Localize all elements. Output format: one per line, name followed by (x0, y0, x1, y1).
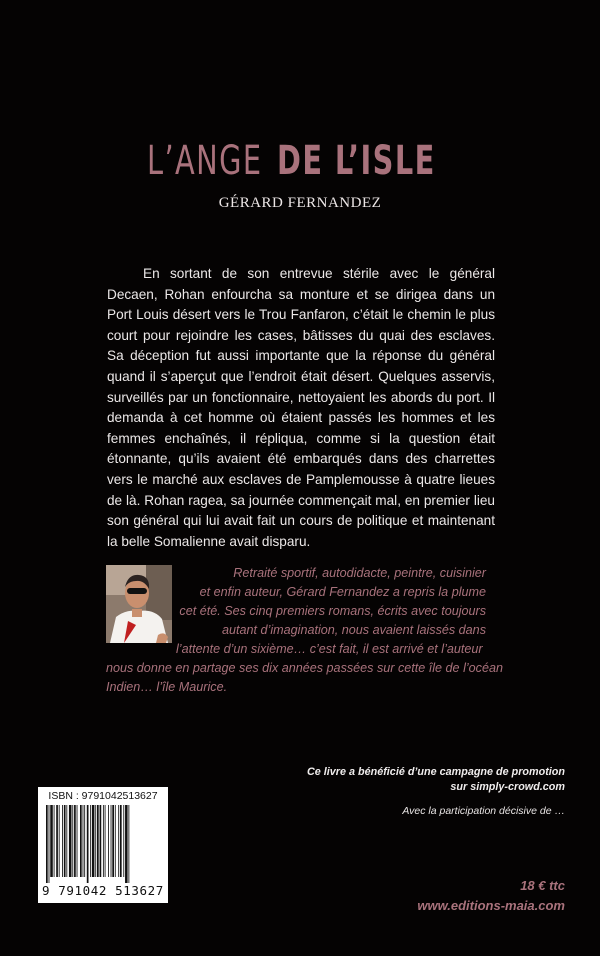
author-bio (0, 564, 600, 704)
barcode-bar (108, 805, 109, 877)
barcode-bar (46, 805, 48, 883)
barcode-bar (90, 805, 91, 877)
barcode-bar (87, 805, 89, 883)
barcode-bar (100, 805, 102, 877)
barcode-bar (50, 805, 53, 877)
author-bio-line: cet été. Ses cinq premiers romans, écrits avec toujours (179, 604, 486, 618)
barcode-bar (97, 805, 99, 877)
barcode-bar (95, 805, 96, 877)
barcode-bar (83, 805, 84, 877)
barcode-bar (123, 805, 124, 877)
promotion-line-2: sur simply-crowd.com (450, 781, 565, 793)
book-title (0, 138, 600, 184)
author-name: GÉRARD FERNANDEZ (218, 195, 382, 211)
barcode-bar (72, 805, 73, 877)
barcode-bar (80, 805, 82, 877)
barcode-icon (44, 805, 162, 883)
barcode-bar (69, 805, 72, 877)
author-bio-line: nous donne en partage ses dix années passées sur cette île de l’océan (106, 661, 503, 675)
book-title-part1: L’ANGE (147, 138, 263, 184)
barcode-bar (112, 805, 114, 877)
barcode-bar (115, 805, 116, 877)
author-bio-line: Retraité sportif, autodidacte, peintre, cuisinier (233, 566, 486, 580)
isbn-label: ISBN : 9791042513627 (48, 790, 158, 802)
barcode-bar (59, 805, 60, 877)
barcode-bar (49, 805, 50, 883)
barcode-bar (120, 805, 122, 877)
promotion-note (265, 765, 565, 795)
barcode-bar (125, 805, 128, 883)
isbn-barcode-box (38, 787, 168, 903)
author-bio-line: l’attente d’un sixième… c’est fait, il est arrivé et l’auteur (176, 642, 483, 656)
barcode-bar (84, 805, 85, 877)
barcode-bar (64, 805, 66, 877)
barcode-bar (92, 805, 95, 877)
barcode-bar (74, 805, 76, 877)
author-bio-line: et enfin auteur, Gérard Fernandez a repris la plume (199, 585, 486, 599)
promotion-line-1: Ce livre a bénéficié d’une campagne de promotion (307, 766, 565, 778)
barcode-bar (118, 805, 119, 877)
participation-note: Avec la participation décisive de … (402, 805, 565, 817)
barcode-bar (56, 805, 58, 877)
synopsis-text: En sortant de son entrevue stérile avec le général Decaen, Rohan enfourcha sa monture et se dirigea dans un Port Louis désert vers le Trou Fanfaron, c’était le chemin le plus court pour rejoindre les cases, bâtisses du quai des esclaves. Sa déception fut aussi importante que la réponse du général quand il s’aperçut que l’endroit était désert. Quelques asservis, surveillés par un fonctionnaire, nettoyaient les abords du port. Il demanda à cet homme où étaient passés les hommes et les femmes enchaînés, il répliqua, comme si la question était étonnante, qu’ils avaient été embarqués dans des charrettes vers le marché aux esclaves de Pamplemousse à quatre lieues de là. Rohan ragea, sa journée commençait mal, en premier lieu son général qui lui avait fait un cours de politique et maintenant la belle Somalienne avait disparu. (107, 266, 495, 549)
barcode-bar (62, 805, 63, 877)
author-bio-line: autant d’imagination, nous avaient laissés dans (222, 623, 486, 637)
book-title-part2: DE L’ISLE (277, 138, 437, 184)
barcode-bar (103, 805, 104, 877)
barcode-bar (128, 805, 129, 883)
barcode-bar (54, 805, 55, 877)
price: 18 € ttc (520, 878, 565, 893)
barcode-bar (111, 805, 112, 877)
barcode-bar (77, 805, 78, 877)
author-bio-line: Indien… l’île Maurice. (106, 680, 228, 694)
publisher-website[interactable]: www.editions-maia.com (417, 898, 565, 913)
isbn-digits: 9 791042 513627 (42, 883, 164, 898)
barcode-bar (105, 805, 106, 877)
barcode-bar (66, 805, 67, 877)
